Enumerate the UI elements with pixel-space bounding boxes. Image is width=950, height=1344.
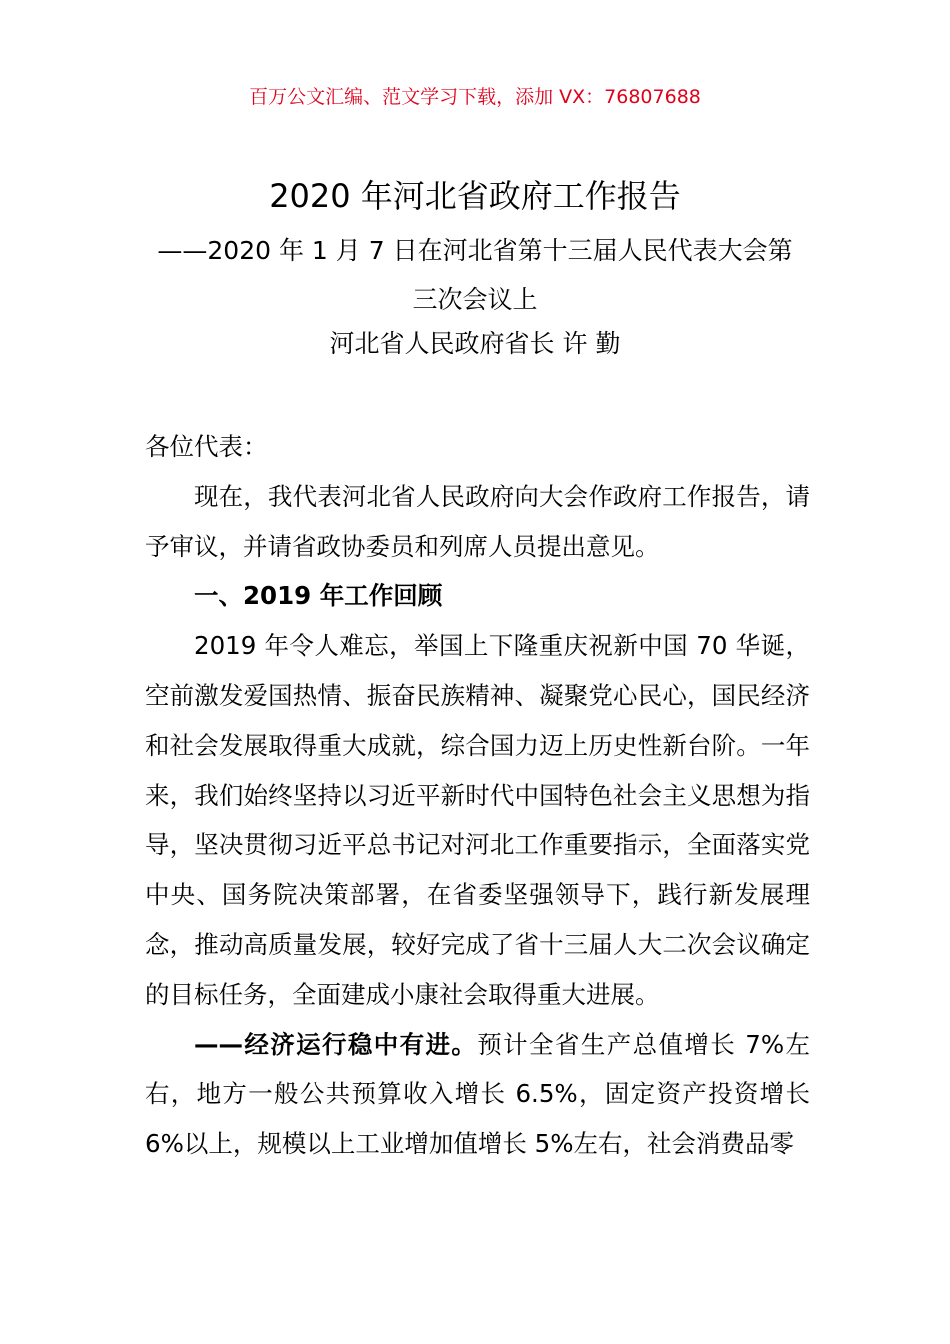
economy-paragraph <box>145 1020 810 1169</box>
salutation: 各位代表： <box>145 432 268 461</box>
document-author: 河北省人民政府省长 许 勤 <box>329 329 621 358</box>
review-paragraph: 2019 年令人难忘，举国上下隆重庆祝新中国 70 华诞，空前激发爱国热情、振奋民族精神、凝聚党心民心，国民经济和社会发展取得重大成就，综合国力迈上历史性新台阶。一年来，我们始终坚持以习近平新时代中国特色社会主义思想为指导，坚决贯彻习近平总书记对河北工作重要指示，全面落实党中央、国务院决策部署，在省委坚强领导下，践行新发展理念，推动高质量发展，较好完成了省十三届人大二次会议确定的目标任务，全面建成小康社会取得重大进展。 <box>145 631 810 1009</box>
document-body <box>145 422 810 1169</box>
economy-paragraph-text: 预计全省生产总值增长 7%左右，地方一般公共预算收入增长 6.5%，固定资产投资增长 6%以上，规模以上工业增加值增长 5%左右，社会消费品零 <box>145 1029 811 1159</box>
watermark-banner: 百万公文汇编、范文学习下载，添加 VX：76807688 <box>249 86 701 108</box>
document-title: 2020 年河北省政府工作报告 <box>269 177 681 215</box>
section-heading: 一、2019 年工作回顾 <box>194 581 443 611</box>
economy-paragraph-lead: ——经济运行稳中有进。 <box>194 1029 478 1059</box>
document-subtitle: ——2020 年 1 月 7 日在河北省第十三届人民代表大会第三次会议上 <box>157 236 793 314</box>
intro-paragraph: 现在，我代表河北省人民政府向大会作政府工作报告，请予审议，并请省政协委员和列席人员提出意见。 <box>145 481 810 561</box>
